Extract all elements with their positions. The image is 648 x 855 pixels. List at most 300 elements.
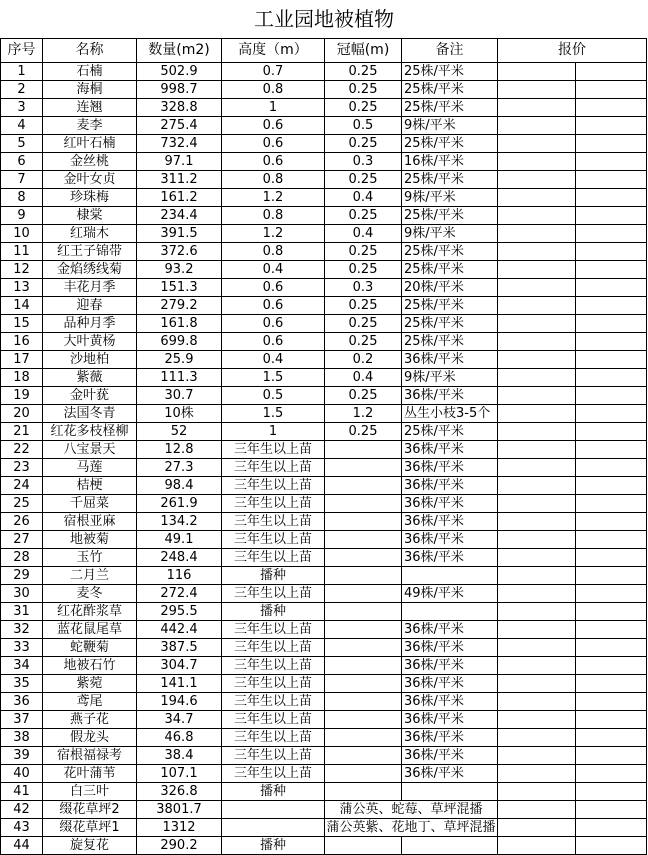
cell-name[interactable]: 白三叶	[43, 783, 137, 801]
cell-extra[interactable]	[576, 405, 647, 423]
cell-extra[interactable]	[576, 189, 647, 207]
cell-quantity[interactable]: 372.6	[137, 243, 222, 261]
cell-price[interactable]	[498, 765, 576, 783]
cell-index[interactable]: 12	[1, 261, 43, 279]
cell-note[interactable]: 25株/平米	[402, 99, 498, 117]
cell-note[interactable]: 36株/平米	[402, 531, 498, 549]
cell-price[interactable]	[498, 315, 576, 333]
cell-index[interactable]: 29	[1, 567, 43, 585]
cell-index[interactable]: 39	[1, 747, 43, 765]
cell-height[interactable]: 0.8	[222, 81, 325, 99]
cell-note[interactable]: 25株/平米	[402, 171, 498, 189]
cell-name[interactable]: 棣棠	[43, 207, 137, 225]
header-crown[interactable]: 冠幅(m)	[325, 39, 402, 63]
cell-extra[interactable]	[576, 747, 647, 765]
cell-crown[interactable]	[325, 531, 402, 549]
cell-height[interactable]: 播种	[222, 603, 325, 621]
cell-price[interactable]	[498, 549, 576, 567]
cell-crown[interactable]: 0.25	[325, 63, 402, 81]
cell-extra[interactable]	[576, 153, 647, 171]
cell-name[interactable]: 金叶女贞	[43, 171, 137, 189]
cell-quantity[interactable]: 326.8	[137, 783, 222, 801]
cell-height[interactable]: 1.2	[222, 189, 325, 207]
header-note[interactable]: 备注	[402, 39, 498, 63]
cell-height[interactable]: 三年生以上苗	[222, 441, 325, 459]
cell-name[interactable]: 花叶蒲苇	[43, 765, 137, 783]
cell-quantity[interactable]: 34.7	[137, 711, 222, 729]
cell-price[interactable]	[498, 117, 576, 135]
cell-index[interactable]: 25	[1, 495, 43, 513]
cell-index[interactable]: 35	[1, 675, 43, 693]
cell-index[interactable]: 6	[1, 153, 43, 171]
cell-note[interactable]: 36株/平米	[402, 351, 498, 369]
cell-index[interactable]: 43	[1, 819, 43, 837]
cell-extra[interactable]	[576, 477, 647, 495]
cell-extra[interactable]	[576, 513, 647, 531]
cell-name[interactable]: 珍珠梅	[43, 189, 137, 207]
cell-height[interactable]: 三年生以上苗	[222, 729, 325, 747]
cell-height[interactable]: 三年生以上苗	[222, 585, 325, 603]
cell-extra[interactable]	[576, 657, 647, 675]
cell-index[interactable]: 21	[1, 423, 43, 441]
cell-name[interactable]: 红花酢浆草	[43, 603, 137, 621]
cell-extra[interactable]	[576, 99, 647, 117]
cell-price[interactable]	[498, 207, 576, 225]
cell-extra[interactable]	[576, 279, 647, 297]
cell-name[interactable]: 红花多枝柽柳	[43, 423, 137, 441]
cell-height[interactable]	[222, 819, 325, 837]
cell-index[interactable]: 18	[1, 369, 43, 387]
cell-name[interactable]: 地被石竹	[43, 657, 137, 675]
cell-name[interactable]: 大叶黄杨	[43, 333, 137, 351]
cell-note[interactable]: 25株/平米	[402, 207, 498, 225]
cell-note[interactable]: 36株/平米	[402, 441, 498, 459]
cell-name[interactable]: 假龙头	[43, 729, 137, 747]
cell-quantity[interactable]: 387.5	[137, 639, 222, 657]
cell-index[interactable]: 3	[1, 99, 43, 117]
cell-index[interactable]: 28	[1, 549, 43, 567]
cell-crown[interactable]: 0.25	[325, 423, 402, 441]
cell-height[interactable]: 0.6	[222, 117, 325, 135]
cell-index[interactable]: 26	[1, 513, 43, 531]
cell-crown[interactable]: 0.25	[325, 261, 402, 279]
cell-price[interactable]	[498, 333, 576, 351]
cell-height[interactable]: 三年生以上苗	[222, 459, 325, 477]
cell-index[interactable]: 2	[1, 81, 43, 99]
cell-crown[interactable]	[325, 549, 402, 567]
cell-name[interactable]: 法国冬青	[43, 405, 137, 423]
cell-name[interactable]: 红王子锦带	[43, 243, 137, 261]
cell-index[interactable]: 37	[1, 711, 43, 729]
cell-height[interactable]: 三年生以上苗	[222, 531, 325, 549]
cell-name[interactable]: 鸢尾	[43, 693, 137, 711]
cell-name[interactable]: 蓝花鼠尾草	[43, 621, 137, 639]
cell-index[interactable]: 23	[1, 459, 43, 477]
cell-quantity[interactable]: 46.8	[137, 729, 222, 747]
cell-height[interactable]: 0.6	[222, 297, 325, 315]
cell-quantity[interactable]: 141.1	[137, 675, 222, 693]
cell-note[interactable]: 25株/平米	[402, 135, 498, 153]
cell-quantity[interactable]: 93.2	[137, 261, 222, 279]
cell-note[interactable]: 9株/平米	[402, 369, 498, 387]
cell-note[interactable]: 36株/平米	[402, 657, 498, 675]
cell-note[interactable]: 36株/平米	[402, 549, 498, 567]
cell-extra[interactable]	[576, 567, 647, 585]
cell-price[interactable]	[498, 711, 576, 729]
cell-quantity[interactable]: 151.3	[137, 279, 222, 297]
cell-note[interactable]	[402, 603, 498, 621]
cell-crown[interactable]	[325, 477, 402, 495]
cell-index[interactable]: 38	[1, 729, 43, 747]
cell-index[interactable]: 31	[1, 603, 43, 621]
cell-name[interactable]: 丰花月季	[43, 279, 137, 297]
cell-price[interactable]	[498, 423, 576, 441]
cell-name[interactable]: 麦冬	[43, 585, 137, 603]
cell-index[interactable]: 4	[1, 117, 43, 135]
cell-extra[interactable]	[576, 711, 647, 729]
cell-index[interactable]: 24	[1, 477, 43, 495]
cell-height[interactable]: 0.5	[222, 387, 325, 405]
cell-crown[interactable]	[325, 783, 402, 801]
cell-extra[interactable]	[576, 801, 647, 819]
cell-height[interactable]: 三年生以上苗	[222, 711, 325, 729]
cell-extra[interactable]	[576, 225, 647, 243]
cell-crown[interactable]: 0.25	[325, 171, 402, 189]
cell-quantity[interactable]: 279.2	[137, 297, 222, 315]
cell-height[interactable]: 0.8	[222, 171, 325, 189]
cell-name[interactable]: 蛇鞭菊	[43, 639, 137, 657]
cell-quantity[interactable]: 261.9	[137, 495, 222, 513]
cell-height[interactable]: 播种	[222, 783, 325, 801]
cell-note[interactable]: 36株/平米	[402, 729, 498, 747]
cell-name[interactable]: 金丝桃	[43, 153, 137, 171]
cell-price[interactable]	[498, 603, 576, 621]
cell-crown[interactable]	[325, 747, 402, 765]
cell-height[interactable]: 三年生以上苗	[222, 675, 325, 693]
cell-name[interactable]: 红瑞木	[43, 225, 137, 243]
cell-crown[interactable]: 0.4	[325, 369, 402, 387]
cell-crown[interactable]: 0.4	[325, 189, 402, 207]
cell-crown[interactable]	[325, 603, 402, 621]
cell-quantity[interactable]: 391.5	[137, 225, 222, 243]
cell-price[interactable]	[498, 477, 576, 495]
cell-index[interactable]: 36	[1, 693, 43, 711]
cell-price[interactable]	[498, 81, 576, 99]
cell-index[interactable]: 14	[1, 297, 43, 315]
cell-height[interactable]: 1	[222, 99, 325, 117]
cell-quantity[interactable]: 52	[137, 423, 222, 441]
cell-extra[interactable]	[576, 531, 647, 549]
header-height[interactable]: 高度（m）	[222, 39, 325, 63]
cell-extra[interactable]	[576, 423, 647, 441]
cell-price[interactable]	[498, 801, 576, 819]
cell-note[interactable]: 36株/平米	[402, 747, 498, 765]
cell-height[interactable]: 三年生以上苗	[222, 495, 325, 513]
header-index[interactable]: 序号	[1, 39, 43, 63]
cell-index[interactable]: 20	[1, 405, 43, 423]
cell-quantity[interactable]: 275.4	[137, 117, 222, 135]
cell-height[interactable]: 播种	[222, 837, 325, 855]
cell-height[interactable]: 0.4	[222, 261, 325, 279]
cell-quantity[interactable]: 12.8	[137, 441, 222, 459]
cell-crown[interactable]: 0.3	[325, 279, 402, 297]
cell-crown[interactable]	[325, 441, 402, 459]
cell-note[interactable]: 36株/平米	[402, 693, 498, 711]
cell-height[interactable]	[222, 801, 325, 819]
cell-extra[interactable]	[576, 333, 647, 351]
cell-note[interactable]: 36株/平米	[402, 675, 498, 693]
cell-price[interactable]	[498, 225, 576, 243]
cell-quantity[interactable]: 304.7	[137, 657, 222, 675]
cell-crown[interactable]: 0.2	[325, 351, 402, 369]
cell-extra[interactable]	[576, 297, 647, 315]
cell-height[interactable]: 0.7	[222, 63, 325, 81]
cell-index[interactable]: 5	[1, 135, 43, 153]
cell-price[interactable]	[498, 693, 576, 711]
cell-extra[interactable]	[576, 837, 647, 855]
cell-crown[interactable]	[325, 837, 402, 855]
header-quantity[interactable]: 数量(m2)	[137, 39, 222, 63]
cell-quantity[interactable]: 107.1	[137, 765, 222, 783]
cell-crown[interactable]	[325, 639, 402, 657]
cell-extra[interactable]	[576, 639, 647, 657]
cell-quantity[interactable]: 502.9	[137, 63, 222, 81]
cell-price[interactable]	[498, 135, 576, 153]
cell-index[interactable]: 42	[1, 801, 43, 819]
cell-note[interactable]: 25株/平米	[402, 297, 498, 315]
cell-price[interactable]	[498, 459, 576, 477]
cell-crown[interactable]	[325, 567, 402, 585]
cell-price[interactable]	[498, 621, 576, 639]
cell-extra[interactable]	[576, 585, 647, 603]
cell-extra[interactable]	[576, 315, 647, 333]
cell-note[interactable]: 36株/平米	[402, 621, 498, 639]
cell-crown[interactable]: 0.25	[325, 333, 402, 351]
cell-price[interactable]	[498, 369, 576, 387]
cell-name[interactable]: 金焰绣线菊	[43, 261, 137, 279]
cell-index[interactable]: 22	[1, 441, 43, 459]
cell-height[interactable]: 三年生以上苗	[222, 747, 325, 765]
cell-quantity[interactable]: 272.4	[137, 585, 222, 603]
cell-height[interactable]: 0.4	[222, 351, 325, 369]
cell-crown[interactable]	[325, 765, 402, 783]
cell-note[interactable]	[402, 567, 498, 585]
cell-name[interactable]: 缀花草坪1	[43, 819, 137, 837]
cell-note[interactable]: 25株/平米	[402, 315, 498, 333]
cell-extra[interactable]	[576, 135, 647, 153]
header-name[interactable]: 名称	[43, 39, 137, 63]
cell-crown[interactable]	[325, 693, 402, 711]
cell-name[interactable]: 二月兰	[43, 567, 137, 585]
cell-extra[interactable]	[576, 549, 647, 567]
cell-crown[interactable]	[325, 711, 402, 729]
cell-extra[interactable]	[576, 207, 647, 225]
cell-height[interactable]: 播种	[222, 567, 325, 585]
cell-index[interactable]: 30	[1, 585, 43, 603]
cell-height[interactable]: 0.6	[222, 135, 325, 153]
cell-quantity[interactable]: 234.4	[137, 207, 222, 225]
cell-name[interactable]: 连翘	[43, 99, 137, 117]
cell-name[interactable]: 宿根亚麻	[43, 513, 137, 531]
cell-price[interactable]	[498, 189, 576, 207]
cell-name[interactable]: 旋复花	[43, 837, 137, 855]
cell-crown[interactable]	[325, 621, 402, 639]
cell-name[interactable]: 千屈菜	[43, 495, 137, 513]
cell-price[interactable]	[498, 153, 576, 171]
cell-quantity[interactable]: 998.7	[137, 81, 222, 99]
cell-crown[interactable]	[325, 495, 402, 513]
cell-name[interactable]: 品种月季	[43, 315, 137, 333]
cell-name[interactable]: 桔梗	[43, 477, 137, 495]
cell-height[interactable]: 三年生以上苗	[222, 549, 325, 567]
cell-quantity[interactable]: 295.5	[137, 603, 222, 621]
cell-quantity[interactable]: 30.7	[137, 387, 222, 405]
cell-extra[interactable]	[576, 819, 647, 837]
cell-extra[interactable]	[576, 243, 647, 261]
cell-index[interactable]: 9	[1, 207, 43, 225]
cell-note[interactable]: 9株/平米	[402, 117, 498, 135]
cell-name[interactable]: 缀花草坪2	[43, 801, 137, 819]
cell-extra[interactable]	[576, 81, 647, 99]
cell-note[interactable]: 16株/平米	[402, 153, 498, 171]
cell-price[interactable]	[498, 171, 576, 189]
cell-price[interactable]	[498, 495, 576, 513]
cell-height[interactable]: 三年生以上苗	[222, 477, 325, 495]
cell-name[interactable]: 燕子花	[43, 711, 137, 729]
cell-crown[interactable]: 0.25	[325, 135, 402, 153]
cell-extra[interactable]	[576, 495, 647, 513]
cell-height[interactable]: 0.6	[222, 279, 325, 297]
cell-price[interactable]	[498, 279, 576, 297]
cell-index[interactable]: 33	[1, 639, 43, 657]
cell-note[interactable]: 36株/平米	[402, 495, 498, 513]
cell-height[interactable]: 1.5	[222, 405, 325, 423]
cell-price[interactable]	[498, 819, 576, 837]
cell-name[interactable]: 地被菊	[43, 531, 137, 549]
cell-index[interactable]: 19	[1, 387, 43, 405]
cell-extra[interactable]	[576, 351, 647, 369]
cell-note[interactable]: 36株/平米	[402, 513, 498, 531]
cell-extra[interactable]	[576, 261, 647, 279]
cell-note[interactable]: 9株/平米	[402, 225, 498, 243]
cell-note[interactable]: 25株/平米	[402, 261, 498, 279]
cell-note[interactable]: 36株/平米	[402, 639, 498, 657]
cell-crown[interactable]: 0.25	[325, 81, 402, 99]
cell-crown[interactable]: 蒲公英、蛇莓、草坪混播	[325, 801, 498, 819]
cell-note[interactable]: 9株/平米	[402, 189, 498, 207]
cell-index[interactable]: 16	[1, 333, 43, 351]
cell-price[interactable]	[498, 729, 576, 747]
cell-quantity[interactable]: 134.2	[137, 513, 222, 531]
cell-quantity[interactable]: 328.8	[137, 99, 222, 117]
cell-quantity[interactable]: 248.4	[137, 549, 222, 567]
cell-note[interactable]: 20株/平米	[402, 279, 498, 297]
cell-quantity[interactable]: 27.3	[137, 459, 222, 477]
cell-index[interactable]: 11	[1, 243, 43, 261]
cell-extra[interactable]	[576, 765, 647, 783]
cell-price[interactable]	[498, 639, 576, 657]
cell-price[interactable]	[498, 837, 576, 855]
cell-crown[interactable]: 0.25	[325, 297, 402, 315]
cell-price[interactable]	[498, 531, 576, 549]
cell-height[interactable]: 0.6	[222, 333, 325, 351]
cell-crown[interactable]	[325, 459, 402, 477]
cell-name[interactable]: 玉竹	[43, 549, 137, 567]
cell-price[interactable]	[498, 261, 576, 279]
cell-name[interactable]: 紫薇	[43, 369, 137, 387]
cell-crown[interactable]	[325, 585, 402, 603]
cell-price[interactable]	[498, 243, 576, 261]
cell-extra[interactable]	[576, 603, 647, 621]
cell-height[interactable]: 三年生以上苗	[222, 513, 325, 531]
cell-index[interactable]: 44	[1, 837, 43, 855]
cell-crown[interactable]: 0.25	[325, 99, 402, 117]
cell-height[interactable]: 1.5	[222, 369, 325, 387]
cell-quantity[interactable]: 732.4	[137, 135, 222, 153]
cell-quantity[interactable]: 97.1	[137, 153, 222, 171]
cell-quantity[interactable]: 3801.7	[137, 801, 222, 819]
cell-extra[interactable]	[576, 387, 647, 405]
cell-quantity[interactable]: 311.2	[137, 171, 222, 189]
cell-note[interactable]: 25株/平米	[402, 81, 498, 99]
cell-height[interactable]: 三年生以上苗	[222, 693, 325, 711]
cell-extra[interactable]	[576, 621, 647, 639]
cell-note[interactable]: 25株/平米	[402, 243, 498, 261]
cell-name[interactable]: 海桐	[43, 81, 137, 99]
cell-crown[interactable]: 0.3	[325, 153, 402, 171]
cell-note[interactable]: 36株/平米	[402, 387, 498, 405]
cell-index[interactable]: 15	[1, 315, 43, 333]
cell-extra[interactable]	[576, 693, 647, 711]
cell-crown[interactable]: 0.25	[325, 315, 402, 333]
cell-quantity[interactable]: 10株	[137, 405, 222, 423]
cell-price[interactable]	[498, 567, 576, 585]
cell-crown[interactable]	[325, 657, 402, 675]
cell-price[interactable]	[498, 747, 576, 765]
cell-index[interactable]: 27	[1, 531, 43, 549]
cell-height[interactable]: 三年生以上苗	[222, 657, 325, 675]
cell-note[interactable]: 49株/平米	[402, 585, 498, 603]
cell-price[interactable]	[498, 99, 576, 117]
cell-crown[interactable]: 蒲公英紫、花地丁、草坪混播	[326, 820, 496, 835]
cell-name[interactable]: 沙地柏	[43, 351, 137, 369]
cell-crown[interactable]: 0.25	[325, 207, 402, 225]
cell-quantity[interactable]: 161.8	[137, 315, 222, 333]
cell-index[interactable]: 40	[1, 765, 43, 783]
cell-index[interactable]: 34	[1, 657, 43, 675]
cell-name[interactable]: 金叶莸	[43, 387, 137, 405]
cell-height[interactable]: 三年生以上苗	[222, 639, 325, 657]
cell-crown[interactable]	[325, 513, 402, 531]
cell-name[interactable]: 石楠	[43, 63, 137, 81]
cell-price[interactable]	[498, 351, 576, 369]
cell-extra[interactable]	[576, 117, 647, 135]
cell-index[interactable]: 7	[1, 171, 43, 189]
cell-note[interactable]: 36株/平米	[402, 711, 498, 729]
cell-height[interactable]: 三年生以上苗	[222, 621, 325, 639]
cell-note[interactable]: 25株/平米	[402, 333, 498, 351]
cell-note[interactable]: 丛生小枝3-5个	[402, 405, 498, 423]
cell-name[interactable]: 马莲	[43, 459, 137, 477]
cell-crown[interactable]: 0.4	[325, 225, 402, 243]
cell-price[interactable]	[498, 783, 576, 801]
cell-note[interactable]: 25株/平米	[402, 63, 498, 81]
cell-extra[interactable]	[576, 441, 647, 459]
cell-quantity[interactable]: 699.8	[137, 333, 222, 351]
cell-quantity[interactable]: 25.9	[137, 351, 222, 369]
cell-height[interactable]: 0.6	[222, 315, 325, 333]
cell-quantity[interactable]: 290.2	[137, 837, 222, 855]
